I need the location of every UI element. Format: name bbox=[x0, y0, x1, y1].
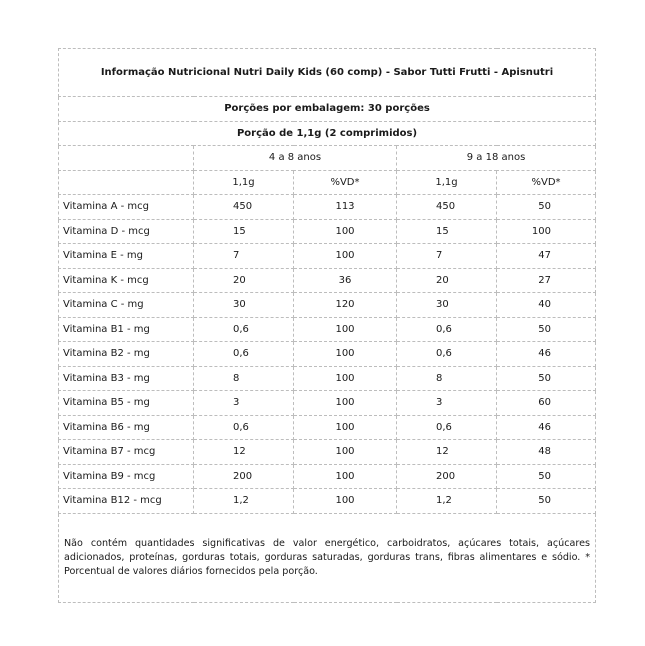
vitamin-name: Vitamina A - mcg bbox=[59, 195, 194, 220]
vitamin-name: Vitamina B12 - mcg bbox=[59, 489, 194, 514]
amount-9-18: 20 bbox=[397, 268, 497, 293]
amount-4-8: 0,6 bbox=[194, 415, 294, 440]
table-row bbox=[59, 317, 596, 342]
vitamin-name: Vitamina B6 - mg bbox=[59, 415, 194, 440]
vd-9-18: 50 bbox=[497, 317, 596, 342]
amount-4-8: 30 bbox=[194, 293, 294, 318]
amount-9-18: 7 bbox=[397, 244, 497, 269]
vd-9-18: 100 bbox=[497, 219, 596, 244]
servings-row bbox=[59, 97, 596, 122]
table-row bbox=[59, 219, 596, 244]
vd-4-8: 113 bbox=[294, 195, 397, 220]
vitamin-name: Vitamina B1 - mg bbox=[59, 317, 194, 342]
age-group-row bbox=[59, 146, 596, 171]
vd-9-18: 60 bbox=[497, 391, 596, 416]
vd-4-8: 100 bbox=[294, 489, 397, 514]
empty-cell bbox=[59, 170, 194, 195]
amount-9-18: 15 bbox=[397, 219, 497, 244]
vd-4-8: 100 bbox=[294, 464, 397, 489]
amount-4-8: 450 bbox=[194, 195, 294, 220]
table-row bbox=[59, 195, 596, 220]
amount-4-8: 12 bbox=[194, 440, 294, 465]
vd-header: %VD* bbox=[497, 170, 596, 195]
footnote-row bbox=[59, 513, 596, 602]
age-group-header: 4 a 8 anos bbox=[194, 146, 397, 171]
vd-4-8: 100 bbox=[294, 317, 397, 342]
title-row bbox=[59, 49, 596, 97]
table-row bbox=[59, 489, 596, 514]
table-row bbox=[59, 391, 596, 416]
vd-9-18: 46 bbox=[497, 342, 596, 367]
amount-9-18: 3 bbox=[397, 391, 497, 416]
vd-9-18: 27 bbox=[497, 268, 596, 293]
amount-9-18: 1,2 bbox=[397, 489, 497, 514]
vd-4-8: 100 bbox=[294, 366, 397, 391]
vd-4-8: 120 bbox=[294, 293, 397, 318]
amount-9-18: 0,6 bbox=[397, 317, 497, 342]
amount-4-8: 1,2 bbox=[194, 489, 294, 514]
amount-4-8: 20 bbox=[194, 268, 294, 293]
vitamin-name: Vitamina C - mg bbox=[59, 293, 194, 318]
vd-9-18: 50 bbox=[497, 464, 596, 489]
vd-4-8: 100 bbox=[294, 219, 397, 244]
table-row bbox=[59, 464, 596, 489]
vitamin-name: Vitamina E - mg bbox=[59, 244, 194, 269]
age-group-header: 9 a 18 anos bbox=[397, 146, 596, 171]
amount-4-8: 7 bbox=[194, 244, 294, 269]
amount-9-18: 0,6 bbox=[397, 342, 497, 367]
amount-9-18: 450 bbox=[397, 195, 497, 220]
amount-4-8: 0,6 bbox=[194, 317, 294, 342]
amount-4-8: 200 bbox=[194, 464, 294, 489]
vd-9-18: 50 bbox=[497, 366, 596, 391]
amount-9-18: 8 bbox=[397, 366, 497, 391]
amount-header: 1,1g bbox=[194, 170, 294, 195]
empty-cell bbox=[59, 146, 194, 171]
vd-4-8: 36 bbox=[294, 268, 397, 293]
vitamin-name: Vitamina B7 - mcg bbox=[59, 440, 194, 465]
vd-9-18: 50 bbox=[497, 195, 596, 220]
vitamin-name: Vitamina B3 - mg bbox=[59, 366, 194, 391]
table-row bbox=[59, 268, 596, 293]
vitamin-name: Vitamina B5 - mg bbox=[59, 391, 194, 416]
vd-4-8: 100 bbox=[294, 440, 397, 465]
vd-9-18: 50 bbox=[497, 489, 596, 514]
vd-4-8: 100 bbox=[294, 342, 397, 367]
vd-9-18: 40 bbox=[497, 293, 596, 318]
amount-9-18: 200 bbox=[397, 464, 497, 489]
vd-9-18: 48 bbox=[497, 440, 596, 465]
table-row bbox=[59, 366, 596, 391]
nutrition-table bbox=[58, 48, 596, 603]
amount-header: 1,1g bbox=[397, 170, 497, 195]
vd-header: %VD* bbox=[294, 170, 397, 195]
amount-4-8: 15 bbox=[194, 219, 294, 244]
amount-4-8: 3 bbox=[194, 391, 294, 416]
table-row bbox=[59, 415, 596, 440]
vitamin-name: Vitamina K - mcg bbox=[59, 268, 194, 293]
table-title: Informação Nutricional Nutri Daily Kids (60 comp) - Sabor Tutti Frutti - Apisnutri bbox=[59, 49, 596, 97]
table-row bbox=[59, 342, 596, 367]
vitamin-name: Vitamina B2 - mg bbox=[59, 342, 194, 367]
vd-4-8: 100 bbox=[294, 415, 397, 440]
serving-size: Porção de 1,1g (2 comprimidos) bbox=[59, 121, 596, 146]
serving-size-row bbox=[59, 121, 596, 146]
footnote: Não contém quantidades significativas de valor energético, carboidratos, açúcares totais, açúcares adicionados, proteínas, gorduras totais, gorduras saturadas, gorduras trans, fibras alimentares e sódio. * Porcentual de valores diários fornecidos pela porção. bbox=[59, 513, 596, 602]
amount-9-18: 12 bbox=[397, 440, 497, 465]
vitamin-name: Vitamina B9 - mcg bbox=[59, 464, 194, 489]
subheader-row bbox=[59, 170, 596, 195]
vd-9-18: 46 bbox=[497, 415, 596, 440]
amount-4-8: 0,6 bbox=[194, 342, 294, 367]
servings-per-package: Porções por embalagem: 30 porções bbox=[59, 97, 596, 122]
amount-9-18: 30 bbox=[397, 293, 497, 318]
vd-4-8: 100 bbox=[294, 244, 397, 269]
vitamin-name: Vitamina D - mcg bbox=[59, 219, 194, 244]
vd-9-18: 47 bbox=[497, 244, 596, 269]
table-row bbox=[59, 293, 596, 318]
table-row bbox=[59, 244, 596, 269]
table-row bbox=[59, 440, 596, 465]
amount-9-18: 0,6 bbox=[397, 415, 497, 440]
amount-4-8: 8 bbox=[194, 366, 294, 391]
vd-4-8: 100 bbox=[294, 391, 397, 416]
